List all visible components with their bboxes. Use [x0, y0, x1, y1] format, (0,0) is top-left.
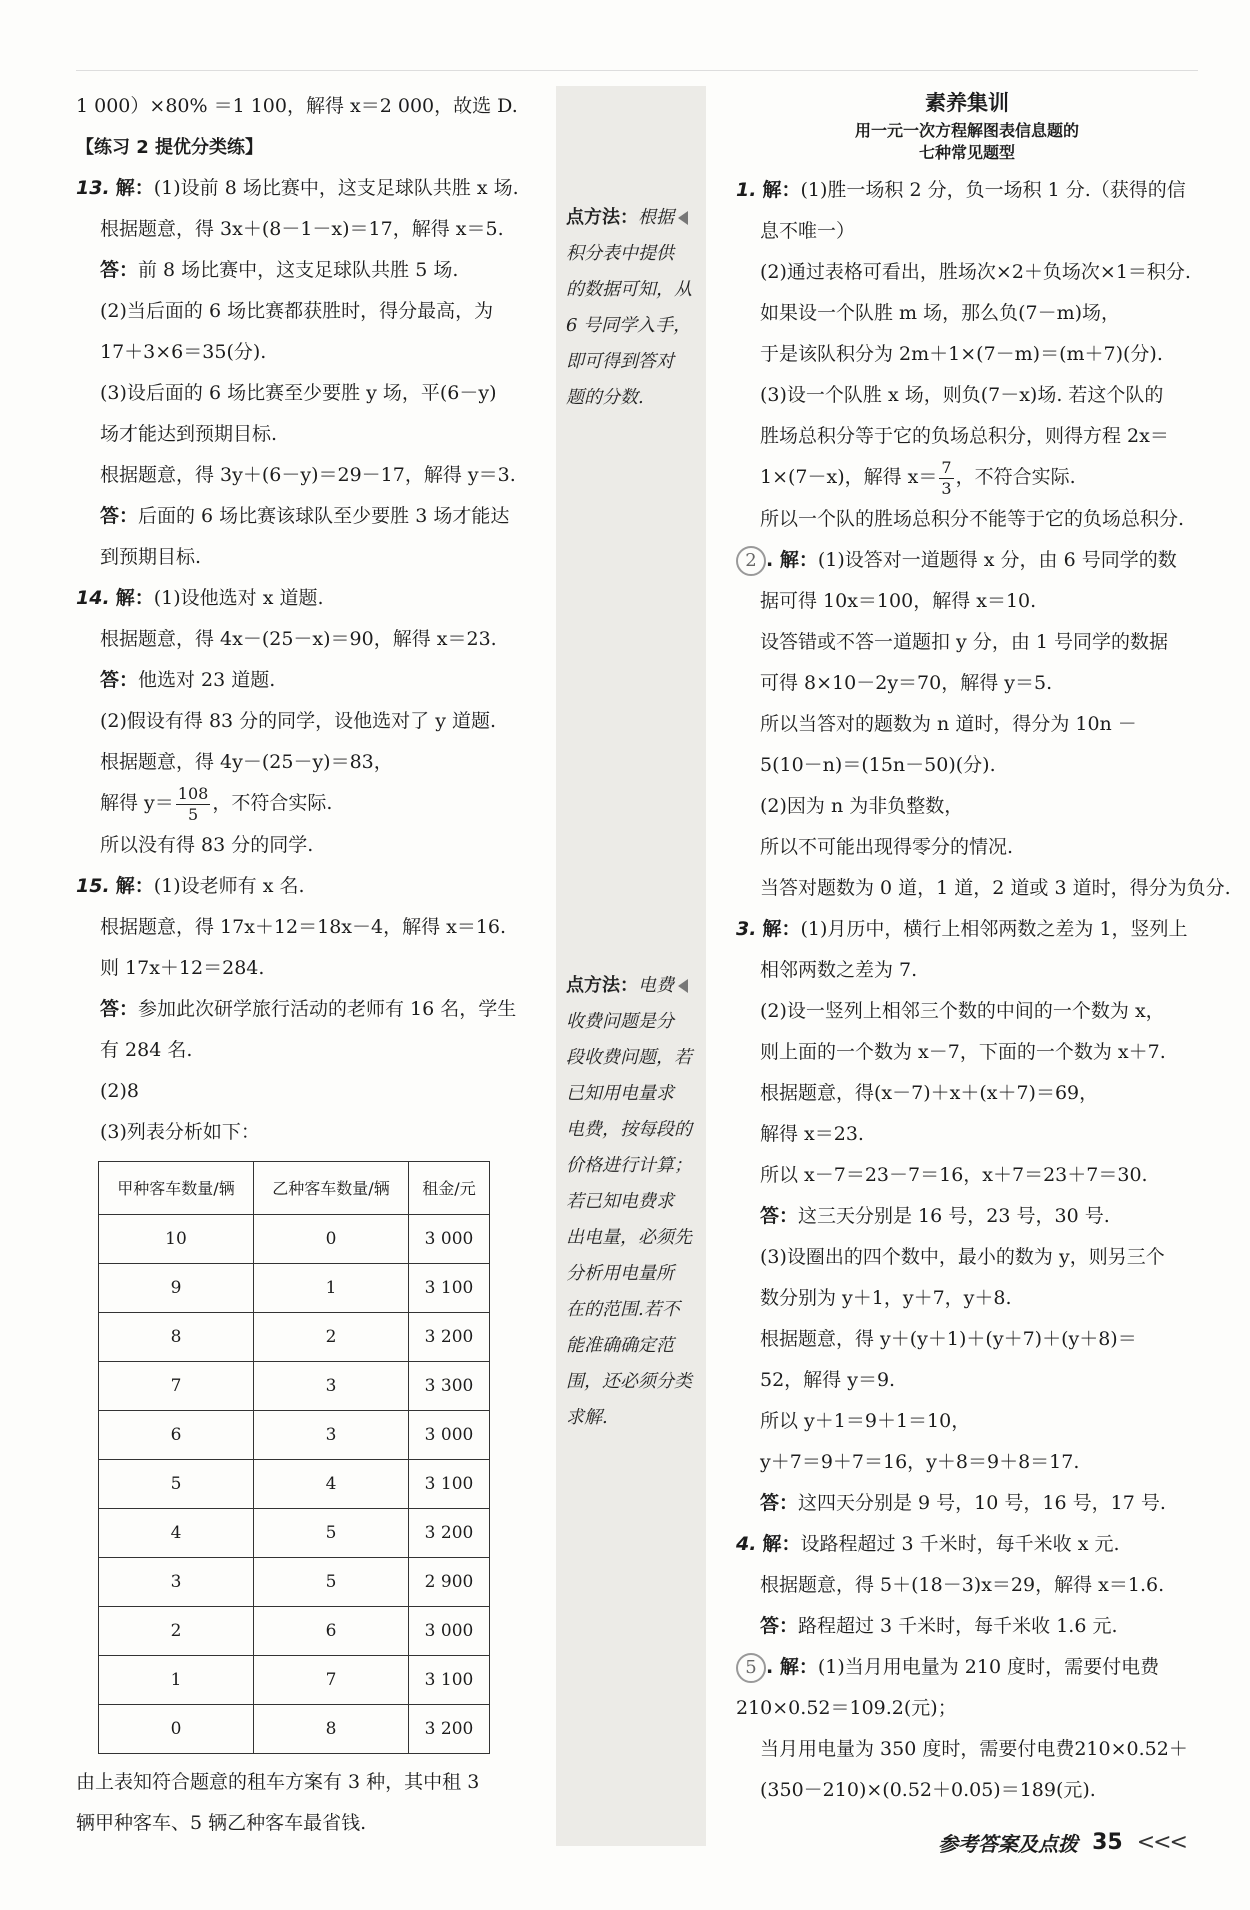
line-text: (2)假设有得 83 分的同学，设他选对了 y 道题.: [100, 710, 497, 732]
text-line: [76, 209, 548, 250]
question-number: 4.: [736, 1532, 757, 1555]
line-text: (2)当后面的 6 场比赛都获胜时，得分最高，为: [100, 300, 494, 322]
fraction-numerator: 7: [941, 457, 952, 477]
text-line: [76, 250, 548, 291]
line-text: 根据题意，得 17x＋12＝18x－4，解得 x＝16.: [100, 915, 507, 938]
line-text: 17＋3×6＝35(分).: [100, 341, 267, 363]
text-line: [736, 1401, 1198, 1442]
table-cell: 3 200: [409, 1312, 490, 1361]
text-line: [736, 1319, 1198, 1360]
text-line: [76, 619, 548, 660]
text-line: [76, 907, 548, 948]
tip-line: 题的分数.: [566, 387, 644, 408]
table-row: [99, 1704, 490, 1753]
tip-line: 分析用电量所: [566, 1263, 674, 1284]
tip-line: 价格进行计算；: [566, 1155, 692, 1176]
table-row: [99, 1361, 490, 1410]
table-cell: 3 300: [409, 1361, 490, 1410]
chevrons-icon: <<<: [1136, 1830, 1186, 1855]
table-cell: 3 200: [409, 1704, 490, 1753]
line-text-after: ，不符合实际.: [212, 792, 333, 814]
text-line: [76, 866, 548, 907]
table-row: [99, 1459, 490, 1508]
question-number: 1.: [736, 179, 757, 201]
line-text: 根据题意，得 y＋(y＋1)＋(y＋7)＋(y＋8)＝: [760, 1327, 1137, 1350]
line-text: (2)通过表格可看出，胜场次×2＋负场次×1＝积分.: [760, 261, 1191, 283]
text-line: [736, 1442, 1198, 1483]
table-cell: 7: [99, 1361, 254, 1410]
question-number: 14.: [76, 587, 110, 609]
tip-line: 6 号同学入手，: [566, 315, 692, 336]
text-line: [76, 825, 548, 866]
text-line: [76, 701, 548, 742]
text-line: [736, 991, 1198, 1032]
line-text: 数分别为 y＋1，y＋7，y＋8.: [760, 1286, 1012, 1309]
text-line: [736, 1196, 1198, 1237]
table-header: 甲种客车数量/辆: [99, 1161, 254, 1214]
answer-label: 解：: [115, 177, 154, 199]
tip-line: [566, 200, 702, 236]
table-cell: 0: [99, 1704, 254, 1753]
table-cell: 2: [99, 1606, 254, 1655]
line-text: y＋7＝9＋7＝16，y＋8＝9＋8＝17.: [760, 1450, 1080, 1473]
text-line: [76, 1030, 548, 1071]
table-row: [99, 1557, 490, 1606]
tip-line: 出电量，必须先: [566, 1227, 692, 1248]
table-cell: 4: [99, 1508, 254, 1557]
line-text: 解得 y＝: [100, 792, 174, 814]
line-text: 所以不可能出现得零分的情况.: [760, 835, 1014, 858]
line-text: 解得 x＝23.: [760, 1122, 864, 1145]
table-cell: 2: [254, 1312, 409, 1361]
line-text: 210×0.52＝109.2(元)；: [736, 1696, 957, 1719]
tip-line: 能准确确定范: [566, 1335, 674, 1356]
line-text: 设答错或不答一道题扣 y 分，由 1 号同学的数据: [760, 630, 1168, 653]
tip-line: 的数据可知，从: [566, 279, 692, 300]
table-cell: 3 000: [409, 1410, 490, 1459]
table-cell: 10: [99, 1214, 254, 1263]
line-text: (1)设答对一道题得 x 分，由 6 号同学的数: [817, 548, 1177, 571]
table-cell: 3 100: [409, 1459, 490, 1508]
line-text: 到预期目标.: [100, 546, 202, 568]
text-line: [76, 414, 548, 455]
line-text: (1)设他选对 x 道题.: [153, 587, 324, 609]
text-line: [76, 373, 548, 414]
table-cell: 5: [99, 1459, 254, 1508]
line-text: (2)因为 n 为非负整数，: [760, 794, 964, 817]
line-text: 根据题意，得 3y＋(6－y)＝29－17，解得 y＝3.: [100, 464, 516, 486]
table-cell: 3 000: [409, 1214, 490, 1263]
line-text: (1)设前 8 场比赛中，这支足球队共胜 x 场.: [153, 177, 519, 199]
text-line: [736, 1729, 1198, 1770]
text-line: [736, 1360, 1198, 1401]
section-heading: 【练习 2 提优分类练】: [76, 137, 264, 158]
table-cell: 3 100: [409, 1263, 490, 1312]
text-line: [736, 1606, 1198, 1647]
table-cell: 3: [99, 1557, 254, 1606]
table-row: [99, 1214, 490, 1263]
fraction: [939, 458, 953, 499]
text-line: [736, 252, 1198, 293]
line-text: (3)设后面的 6 场比赛至少要胜 y 场，平(6－y): [100, 382, 497, 404]
text-line: [736, 1647, 1198, 1688]
line-text: 他选对 23 道题.: [138, 669, 276, 691]
line-text: (1)胜一场积 2 分，负一场积 1 分.（获得的信: [800, 179, 1186, 201]
table-cell: 6: [254, 1606, 409, 1655]
line-text: (3)列表分析如下：: [100, 1120, 260, 1143]
line-text: 路程超过 3 千米时，每千米收 1.6 元.: [798, 1614, 1118, 1637]
table-cell: 0: [254, 1214, 409, 1263]
text-line: [76, 496, 548, 537]
line-text: 根据题意，得 3x＋(8－1－x)＝17，解得 x＝5.: [100, 218, 504, 240]
text-line: [736, 499, 1198, 540]
text-line: [736, 581, 1198, 622]
answer-label: 答：: [100, 259, 139, 281]
line-text: 这三天分别是 16 号，23 号，30 号.: [798, 1204, 1110, 1227]
text-line: [736, 457, 1198, 499]
text-line: [76, 1112, 548, 1153]
line-text: 当月用电量为 350 度时，需要付电费210×0.52＋: [760, 1737, 1188, 1760]
text-line: [736, 909, 1198, 950]
line-text: 当答对题数为 0 道，1 道，2 道或 3 道时，得分为负分.: [760, 876, 1231, 899]
line-text: 52，解得 y＝9.: [760, 1368, 896, 1391]
text-line: [76, 989, 548, 1030]
text-line: [736, 704, 1198, 745]
text-line: [736, 1237, 1198, 1278]
line-text: (1)设老师有 x 名.: [153, 874, 305, 897]
table-cell: 5: [254, 1508, 409, 1557]
table-cell: 3 100: [409, 1655, 490, 1704]
table-cell: 4: [254, 1459, 409, 1508]
line-text: 所以 y＋1＝9＋1＝10，: [760, 1409, 971, 1432]
table-conclusion: [76, 1762, 548, 1844]
answer-label: 答：: [760, 1204, 799, 1227]
line-text: 这四天分别是 9 号，10 号，16 号，17 号.: [798, 1491, 1166, 1514]
line-text: 则上面的一个数为 x－7，下面的一个数为 x＋7.: [760, 1040, 1166, 1063]
line-text: 所以没有得 83 分的同学.: [100, 833, 314, 856]
table-row: [99, 1606, 490, 1655]
answer-label: 答：: [100, 669, 139, 691]
table-cell: 3: [254, 1410, 409, 1459]
table-cell: 5: [254, 1557, 409, 1606]
tip-text: 根据: [638, 207, 674, 228]
tip-line: 求解.: [566, 1407, 608, 1428]
tip-heading: 点方法：: [566, 207, 638, 228]
table-cell: 8: [99, 1312, 254, 1361]
line-text: 所以 x－7＝23－7＝16，x＋7＝23＋7＝30.: [760, 1163, 1148, 1186]
table-cell: 9: [99, 1263, 254, 1312]
line-text: (3)设圈出的四个数中，最小的数为 y，则另三个: [760, 1245, 1165, 1268]
fraction-denominator: 3: [941, 478, 952, 498]
line-text: 场才能达到预期目标.: [100, 423, 278, 445]
line-text: (2)8: [100, 1079, 140, 1102]
line-text: 根据题意，得 5＋(18－3)x＝29，解得 x＝1.6.: [760, 1573, 1165, 1596]
text-line: [736, 334, 1198, 375]
text-line: [736, 1688, 1198, 1729]
question-number: 13.: [76, 177, 110, 199]
table-cell: 3: [254, 1361, 409, 1410]
text-line: [76, 86, 548, 127]
line-text: 根据题意，得 4x－(25－x)＝90，解得 x＝23.: [100, 628, 497, 650]
bus-rental-table: [98, 1161, 490, 1754]
text-line: [736, 540, 1198, 581]
text-line: [76, 578, 548, 619]
tip-line: 积分表中提供: [566, 243, 674, 264]
table-cell: 3 000: [409, 1606, 490, 1655]
table-cell: 6: [99, 1410, 254, 1459]
text-line: [76, 291, 548, 332]
table-header: 乙种客车数量/辆: [254, 1161, 409, 1214]
answer-label: 答：: [760, 1491, 799, 1514]
line-text: 后面的 6 场比赛该球队至少要胜 3 场才能达: [138, 505, 510, 527]
line-text: 则 17x＋12＝284.: [100, 956, 265, 979]
tip-line: 收费问题是分: [566, 1011, 674, 1032]
question-number: 3.: [736, 917, 757, 940]
line-text: 所以当答对的题数为 n 道时，得分为 10n －: [760, 712, 1137, 735]
answer-label: 答：: [100, 505, 139, 527]
line-text: 根据题意，得 4y－(25－y)＝83，: [100, 751, 393, 773]
answer-label: . 解：: [766, 548, 818, 571]
table-cell: 1: [254, 1263, 409, 1312]
text-line: [76, 537, 548, 578]
text-line: [76, 168, 548, 209]
line-text: 根据题意，得(x－7)＋x＋(x＋7)＝69，: [760, 1081, 1099, 1104]
text-line: [736, 868, 1231, 909]
text-line: 由上表知符合题意的租车方案有 3 种，其中租 3: [76, 1770, 480, 1793]
line-text: 息不唯一）: [760, 220, 856, 242]
text-line: [736, 1524, 1198, 1565]
line-text: 据可得 10x＝100，解得 x＝10.: [760, 589, 1037, 612]
question-number: 15.: [76, 874, 110, 897]
text-line: [76, 1071, 548, 1112]
line-text: (1)当月用电量为 210 度时，需要付电费: [817, 1655, 1160, 1678]
text-line: [736, 1073, 1198, 1114]
line-text: 前 8 场比赛中，这支足球队共胜 5 场.: [138, 259, 459, 281]
text-line: [736, 745, 1198, 786]
right-column: [736, 86, 1231, 1811]
line-text: 设路程超过 3 千米时，每千米收 x 元.: [800, 1532, 1120, 1555]
line-text: 相邻两数之差为 7.: [760, 958, 918, 981]
answer-label: 答：: [100, 997, 139, 1020]
tip-text: 电费: [638, 975, 674, 996]
fraction-numerator: 108: [177, 783, 209, 803]
table-cell: 1: [99, 1655, 254, 1704]
text-line: [736, 1770, 1198, 1811]
method-tip-1: [566, 200, 702, 416]
line-text: 如果设一个队胜 m 场，那么负(7－m)场，: [760, 302, 1121, 324]
line-text: 5(10－n)＝(15n－50)(分).: [760, 753, 996, 776]
text-line: [736, 950, 1198, 991]
line-text: 于是该队积分为 2m＋1×(7－m)＝(m＋7)(分).: [760, 343, 1163, 365]
text-line: [736, 1278, 1198, 1319]
line-text: 有 284 名.: [100, 1038, 193, 1061]
text-line: [736, 622, 1198, 663]
table-header: 租金/元: [409, 1161, 490, 1214]
text-line: [736, 211, 1198, 252]
answer-label: 解：: [762, 917, 801, 940]
answer-label: 解：: [762, 179, 801, 201]
table-cell: 3 200: [409, 1508, 490, 1557]
triangle-left-icon: [678, 979, 688, 993]
table-row: [99, 1508, 490, 1557]
section-subtitle: 用一元一次方程解图表信息题的: [854, 121, 1079, 140]
tip-heading: 点方法：: [566, 975, 638, 996]
text-line: [76, 127, 548, 168]
text-line: [736, 1483, 1198, 1524]
page-footer: [938, 1828, 1186, 1857]
text-line: [736, 1114, 1198, 1155]
text-line: [76, 660, 548, 701]
tip-line: 段收费问题，若: [566, 1047, 692, 1068]
text-line: [736, 416, 1198, 457]
text-line: [76, 948, 548, 989]
answer-label: 解：: [762, 1532, 801, 1555]
left-column: [76, 86, 548, 1844]
line-text: 1 000）×80% ＝1 100，解得 x＝2 000，故选 D.: [76, 95, 518, 117]
tip-line: 已知用电量求: [566, 1083, 674, 1104]
table-cell: 8: [254, 1704, 409, 1753]
table-row: [99, 1410, 490, 1459]
answer-label: . 解：: [766, 1655, 818, 1678]
text-line: [76, 742, 548, 783]
text-line: [736, 1032, 1198, 1073]
fraction-denominator: 5: [187, 804, 199, 824]
line-text: (3)设一个队胜 x 场，则负(7－x)场. 若这个队的: [760, 384, 1164, 406]
text-line: [76, 783, 548, 825]
table-cell: 2 900: [409, 1557, 490, 1606]
fraction: [176, 784, 211, 825]
tip-line: 即可得到答对: [566, 351, 674, 372]
text-line: [736, 1155, 1198, 1196]
circled-question-number: 2: [736, 546, 766, 576]
answer-label: 解：: [115, 874, 154, 897]
triangle-left-icon: [678, 211, 688, 225]
tip-line: 若已知电费求: [566, 1191, 674, 1212]
line-text: 可得 8×10－2y＝70，解得 y＝5.: [760, 671, 1053, 694]
text-line: [736, 375, 1198, 416]
method-tip-2: [566, 968, 702, 1436]
section-subtitle: 七种常见题型: [918, 143, 1015, 162]
line-text: 所以一个队的胜场总积分不能等于它的负场总积分.: [760, 507, 1185, 530]
text-line: [736, 1565, 1198, 1606]
line-text: (1)月历中，横行上相邻两数之差为 1，竖列上: [800, 917, 1188, 940]
footer-book-name: 参考答案及点拨: [938, 1832, 1079, 1856]
line-text: 参加此次研学旅行活动的老师有 16 名，学生: [138, 997, 517, 1020]
table-row: [99, 1263, 490, 1312]
text-line: [736, 786, 1198, 827]
tip-line: 在的范围.若不: [566, 1299, 680, 1320]
tip-line: 围，还必须分类: [566, 1371, 692, 1392]
line-text: (2)设一竖列上相邻三个数的中间的一个数为 x，: [760, 999, 1165, 1022]
answer-label: 解：: [115, 587, 154, 609]
section-title: 素养集训: [925, 91, 1009, 115]
page-number: 35: [1092, 1830, 1123, 1855]
text-line: [736, 170, 1198, 211]
line-text: 胜场总积分等于它的负场总积分，则得方程 2x＝: [760, 425, 1169, 447]
tip-line: 电费，按每段的: [566, 1119, 692, 1140]
table-row: [99, 1312, 490, 1361]
text-line: 辆甲种客车、5 辆乙种客车最省钱.: [76, 1811, 367, 1834]
line-text: 1×(7－x)，解得 x＝: [760, 466, 938, 488]
text-line: [76, 332, 548, 373]
text-line: [736, 293, 1198, 334]
top-rule: [76, 70, 1198, 71]
text-line: [76, 455, 548, 496]
text-line: [736, 663, 1198, 704]
line-text-after: ，不符合实际.: [955, 466, 1076, 488]
table-cell: 7: [254, 1655, 409, 1704]
tip-line: [566, 968, 702, 1004]
table-row: [99, 1655, 490, 1704]
text-line: [736, 827, 1198, 868]
answer-label: 答：: [760, 1614, 799, 1637]
line-text: (350－210)×(0.52＋0.05)＝189(元).: [760, 1778, 1096, 1801]
circled-question-number: 5: [736, 1653, 766, 1683]
